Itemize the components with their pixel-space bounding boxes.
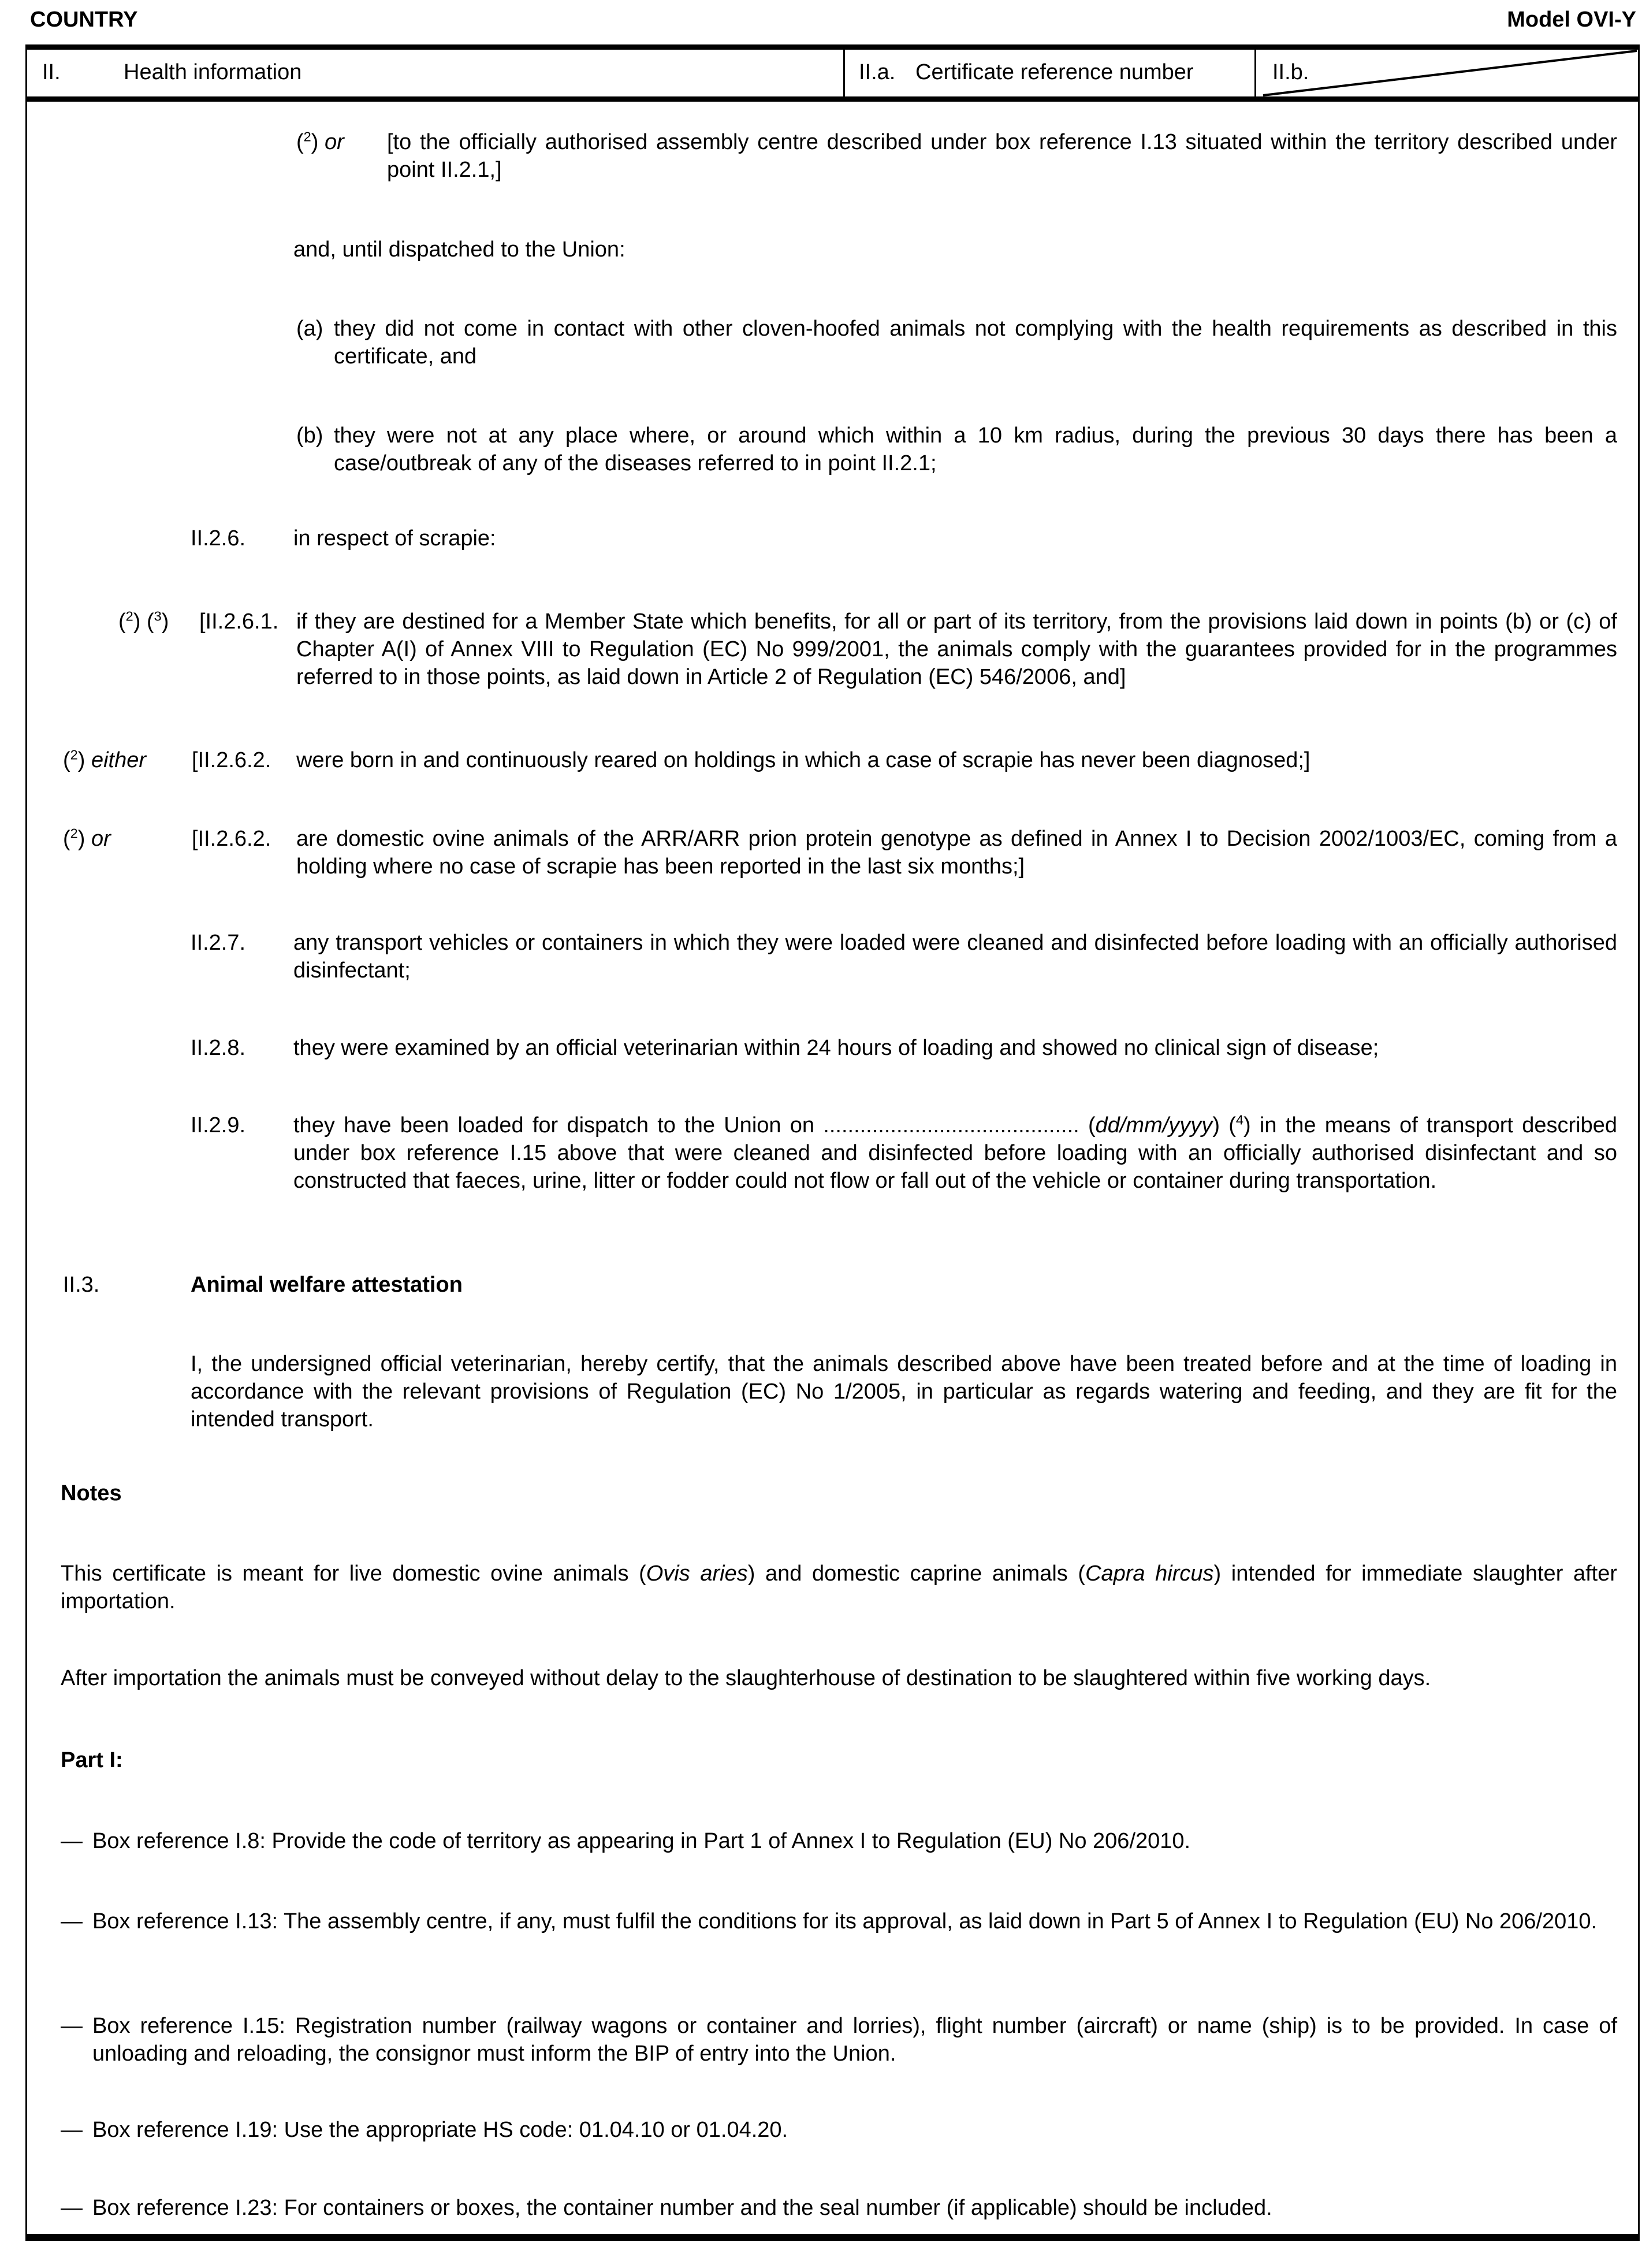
clause-number: II.2.8.: [191, 1036, 246, 1060]
notes-paragraph-1: [0, 1560, 1617, 1615]
clause-marker: (b): [296, 423, 323, 448]
clause-item-a: [0, 315, 1617, 370]
clause-text: in respect of scrapie:: [293, 526, 496, 551]
clause-number: II.2.6.: [191, 526, 246, 551]
clause-text: were born in and continuously reared on holdings in which a case of scrapie has never been diagnosed;]: [296, 748, 1310, 772]
table-border-top: [25, 44, 1640, 50]
country-label: COUNTRY: [30, 8, 138, 32]
clause-text: they were not at any place where, or around which within a 10 km radius, during the previous 30 days there has been a case/outbreak of any of the diseases referred to in point II.2.1;: [334, 423, 1617, 475]
box-reference-text: Box reference I.23: For containers or boxes, the container number and the seal number (if applicable) should be included.: [92, 2196, 1272, 2220]
clause-number: II.3.: [63, 1273, 100, 1297]
part1-heading: Part I:: [61, 1748, 123, 1772]
clause-text: they have been loaded for dispatch to the Union on .......................................... (dd/mm/yyyy) ($^4$) in the means of transport described under box reference I.15 above that were cleaned and disinfected before loading with an officially authorised disinfectant and so constructed that faeces, urine, litter or fodder could not flow or fall out of the vehicle or container during transportation.: [293, 1112, 1617, 1193]
box-reference-I.23: [0, 2194, 1617, 2222]
notes-paragraph-2: [0, 1664, 1617, 1692]
clause-II.2.6: [0, 525, 1617, 552]
clause-text: any transport vehicles or containers in which they were loaded were cleaned and disinfected before loading with an officially authorised disinfectant;: [293, 931, 1617, 983]
header-divider-1: [843, 50, 845, 96]
notes-text: This certificate is meant for live domestic ovine animals (Ovis aries) and domestic caprine animals (Capra hircus) intended for immediate slaughter after importation.: [61, 1561, 1617, 1613]
cert-ref-cell-num: II.a.: [859, 60, 896, 84]
model-label: Model OVI-Y: [1507, 8, 1636, 32]
clause-II.2.6.2-either: [0, 746, 1617, 774]
iib-diagonal-line: [1256, 50, 1638, 96]
box-reference-I.15: [0, 2012, 1617, 2068]
clause-II.2.6.2-or: [0, 825, 1617, 880]
box-reference-I.19: [0, 2116, 1617, 2144]
clause-item-b: [0, 422, 1617, 477]
clause-text: and, until dispatched to the Union:: [293, 237, 625, 262]
box-reference-text: Box reference I.8: Provide the code of territory as appearing in Part 1 of Annex I to Regulation (EU) No 206/2010.: [92, 1829, 1191, 1853]
dash-bullet: —: [61, 2196, 83, 2220]
clause-number: II.2.9.: [191, 1113, 246, 1137]
box-reference-text: Box reference I.13: The assembly centre, if any, must fulfil the conditions for its approval, as laid down in Part 5 of Annex I to Regulation (EU) No 206/2010.: [92, 1909, 1598, 1934]
clause-marker: ($^2$) ($^3$): [118, 608, 169, 634]
clause-II.2.9: [0, 1111, 1617, 1195]
notes-heading: Notes: [61, 1481, 122, 1505]
health-info-cell-num: II.: [42, 60, 61, 84]
clause-II.2.7: [0, 929, 1617, 984]
clause-marker: ($^2$) or: [63, 826, 111, 851]
dash-bullet: —: [61, 2014, 83, 2038]
clause-attestation: [0, 1350, 1617, 1433]
clause-assembly-centre: [0, 128, 1617, 184]
box-reference-I.8: [0, 1827, 1617, 1855]
table-border-right: [1638, 44, 1640, 2241]
clause-text: they did not come in contact with other cloven-hoofed animals not complying with the health requirements as described in this certificate, and: [334, 317, 1617, 369]
clause-number: [II.2.6.1.: [199, 609, 279, 634]
local-ref-cell-label: II.b.: [1272, 60, 1309, 84]
clause-II.2.8: [0, 1034, 1617, 1062]
clause-marker: ($^2$) either: [63, 747, 147, 772]
dash-bullet: —: [61, 2118, 83, 2142]
health-info-cell-label: Health information: [124, 60, 302, 84]
section-heading: Animal welfare attestation: [191, 1273, 463, 1297]
box-reference-I.13: [0, 1908, 1617, 1935]
header-row-border-bottom: [25, 96, 1640, 102]
notes-text: After importation the animals must be conveyed without delay to the slaughterhouse of destination to be slaughtered within five working days.: [61, 1666, 1431, 1690]
clause-II.2.6.1: [0, 608, 1617, 691]
dash-bullet: —: [61, 1909, 83, 1934]
clause-II.3-heading: [0, 1271, 1617, 1299]
box-reference-text: Box reference I.15: Registration number (railway wagons or container and lorries), flight number (aircraft) or name (ship) is to be provided. In case of unloading and reloading, the consignor must inform the BIP of entry into the Union.: [92, 2014, 1617, 2066]
clause-text: are domestic ovine animals of the ARR/ARR prion protein genotype as defined in Annex I to Decision 2002/1003/EC, coming from a holding where no case of scrapie has been reported in the last six months;]: [296, 827, 1617, 879]
table-border-bottom: [25, 2234, 1640, 2241]
clause-number: [II.2.6.2.: [192, 827, 271, 851]
clause-text: they were examined by an official veterinarian within 24 hours of loading and showed no clinical sign of disease;: [293, 1036, 1379, 1060]
clause-text: [to the officially authorised assembly centre described under box reference I.13 situated within the territory described under point II.2.1,]: [387, 130, 1617, 182]
cert-ref-cell-label: Certificate reference number: [915, 60, 1194, 84]
clause-marker: ($^2$) or: [296, 129, 344, 154]
clause-until-dispatched: [0, 236, 1617, 263]
clause-marker: (a): [296, 317, 323, 341]
clause-number: [II.2.6.2.: [192, 748, 271, 772]
box-reference-text: Box reference I.19: Use the appropriate HS code: 01.04.10 or 01.04.20.: [92, 2118, 788, 2142]
clause-text: if they are destined for a Member State which benefits, for all or part of its territory, from the provisions laid down in points (b) or (c) of Chapter A(I) of Annex VIII to Regulation (EC) No 999/2001, the animals comply with the guarantees provided for in the programmes referred to in those points, as laid down in Article 2 of Regulation (EC) 546/2006, and]: [296, 609, 1617, 689]
dash-bullet: —: [61, 1829, 83, 1853]
clause-text: I, the undersigned official veterinarian, hereby certify, that the animals described above have been treated before and at the time of loading in accordance with the relevant provisions of Regulation (EC) No 1/2005, in particular as regards watering and feeding, and they are fit for the intended transport.: [191, 1352, 1617, 1432]
clause-number: II.2.7.: [191, 931, 246, 955]
